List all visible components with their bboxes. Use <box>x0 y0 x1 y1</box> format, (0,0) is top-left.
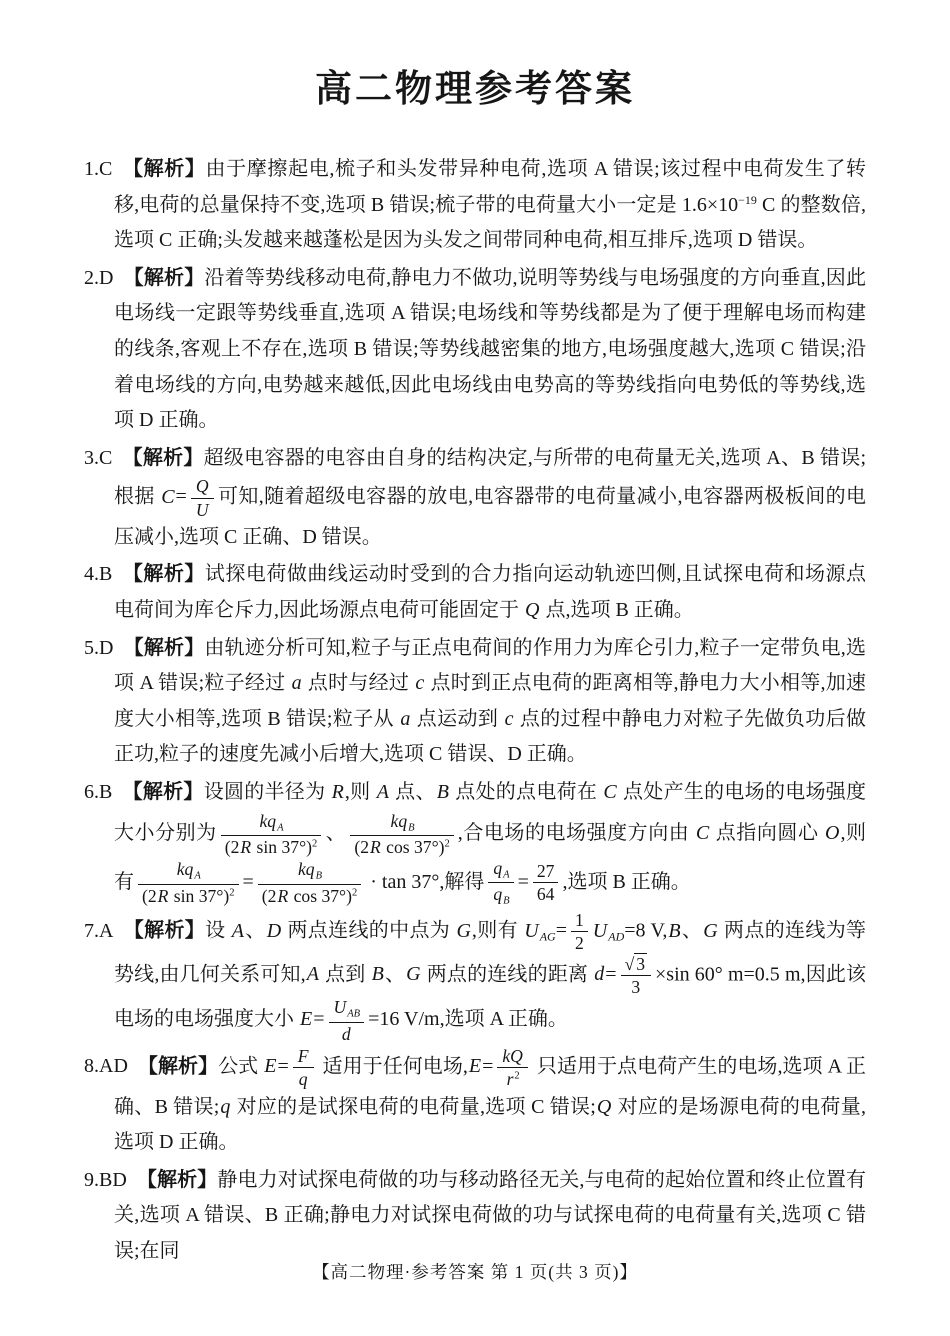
text-run: = <box>517 870 529 893</box>
answer-head: 7.A <box>84 919 114 942</box>
math-var: B <box>436 780 449 803</box>
analysis-label: 【解析】 <box>123 266 205 289</box>
text-run: 1 <box>575 910 584 931</box>
text-run: 3 <box>636 953 646 974</box>
text-run: 64 <box>536 884 555 905</box>
analysis-label: 【解析】 <box>123 636 205 659</box>
answer-item-3 <box>84 441 866 556</box>
text-run: 3 <box>631 976 641 997</box>
answer-item-8 <box>84 1046 866 1161</box>
text-run: sin 37°) <box>169 886 230 907</box>
math-var: q <box>493 857 503 878</box>
math-var: kq <box>259 810 277 831</box>
math-var: R <box>157 886 169 907</box>
fraction-numerator <box>621 954 651 975</box>
answer-head: 2.D <box>84 266 114 289</box>
math-var: R <box>331 780 344 803</box>
fraction <box>329 997 365 1044</box>
text-run: 可知,随着超级电容器的放电,电容器带的电荷量减小,电容器两极板间的电压减小,选项 C 正确、D 错误。 <box>114 485 867 548</box>
math-var: F <box>297 1046 309 1067</box>
subscript: B <box>503 896 510 908</box>
math-var: R <box>277 886 289 907</box>
text-run: 两点的连线为等势线,由几何关系可知, <box>114 919 867 985</box>
radicand <box>634 953 647 974</box>
math-var: Q <box>525 598 540 621</box>
subscript: B <box>408 822 415 834</box>
answer-head: 4.B <box>84 563 113 586</box>
text-run: = <box>482 1055 494 1078</box>
superscript: −19 <box>738 192 757 207</box>
fraction-numerator <box>350 811 453 836</box>
math-var: A <box>306 962 319 985</box>
fraction <box>258 859 361 906</box>
fraction-denominator <box>621 975 651 997</box>
math-var: D <box>266 919 282 942</box>
text-run: 、 <box>384 962 406 985</box>
text-run: 、 <box>325 821 347 844</box>
math-var: d <box>341 1023 351 1044</box>
subscript: A <box>503 869 510 881</box>
math-var: R <box>370 837 381 858</box>
fraction-numerator <box>329 997 365 1022</box>
text-run: (2 <box>354 837 369 858</box>
text-run: 两点连线的中点为 <box>282 919 456 942</box>
text-run: 由于摩擦起电,梳子和头发带异种电荷,选项 A 错误;该过程中电荷发生了转移,电荷的总量保持不变,选项 B 错误;梳子带的电荷量大小一定是 1.6×10 <box>114 158 867 216</box>
text-run: = <box>555 919 567 942</box>
text-run: 、 <box>681 919 703 942</box>
text-run: 点、 <box>389 780 436 803</box>
square-root <box>625 954 647 974</box>
math-var: r <box>506 1069 514 1090</box>
fraction-numerator <box>571 910 588 931</box>
math-var: q <box>493 884 503 905</box>
text-run: =16 V/m,选项 A 正确。 <box>368 1008 568 1031</box>
fraction-denominator <box>571 931 588 953</box>
answer-head: 1.C <box>84 158 113 180</box>
text-run: ,选项 B 正确。 <box>562 870 691 893</box>
math-var: U <box>524 919 539 942</box>
text-run: 、 <box>245 919 266 942</box>
superscript: 2 <box>514 1071 520 1083</box>
text-run: ,则 <box>344 780 376 803</box>
math-var: kq <box>176 859 194 880</box>
math-var: A <box>376 780 389 803</box>
math-var: G <box>406 962 421 985</box>
math-var: d <box>594 962 605 985</box>
math-var: B <box>668 919 681 942</box>
math-var: R <box>240 837 252 858</box>
subscript: B <box>315 871 323 883</box>
math-var: C <box>603 780 617 803</box>
fraction-denominator <box>497 1067 528 1089</box>
text-run: 对应的是场源电荷的电荷量,选项 D 正确。 <box>114 1095 866 1154</box>
text-run: 设圆的半径为 <box>203 780 331 803</box>
math-var: Q <box>596 1095 612 1118</box>
fraction <box>497 1046 528 1089</box>
fraction <box>293 1046 314 1089</box>
math-var: O <box>825 821 840 844</box>
fraction-numerator <box>293 1046 314 1067</box>
fraction-denominator <box>350 835 453 857</box>
fraction <box>221 811 322 858</box>
analysis-label: 【解析】 <box>122 780 204 803</box>
math-var: U <box>592 919 608 942</box>
text-run: 点运动到 <box>411 707 504 730</box>
math-var: a <box>400 707 411 730</box>
text-run: 只适用于点电荷产生的电场,选项 A 正确、B 错误; <box>114 1055 867 1118</box>
answer-head: 5.D <box>84 636 114 659</box>
analysis-label: 【解析】 <box>122 446 204 469</box>
answer-head: 9.BD <box>84 1168 127 1191</box>
text-run: 点处产生的电场的电场强度大小分别为 <box>114 780 867 844</box>
text-run: 点到 <box>319 962 371 985</box>
text-run: 静电力对试探电荷做的功与移动路径无关,与电荷的起始位置和终止位置有关,选项 A 错误、B 正确;静电力对试探电荷做的功与试探电荷的电荷量有关,选项 C 错误;在同 <box>114 1168 867 1262</box>
math-var: C <box>695 821 710 844</box>
fraction <box>488 858 513 909</box>
text-run: 对应的是试探电荷的电荷量,选项 C 错误; <box>231 1095 596 1118</box>
text-run: · tan 37°,解得 <box>365 870 485 893</box>
text-run: ,则有 <box>114 821 867 893</box>
text-run: 公式 <box>218 1055 264 1078</box>
fraction-denominator <box>293 1067 314 1089</box>
text-run: C 的整数倍,选项 C 正确;头发越来越蓬松是因为头发之间带同种电荷,相互排斥,选项 D 错误。 <box>114 193 866 252</box>
text-run: ,则有 <box>471 919 524 942</box>
fraction-numerator <box>258 859 361 884</box>
superscript: 2 <box>351 887 358 899</box>
answer-head: 6.B <box>84 780 113 803</box>
answer-item-6 <box>84 775 866 908</box>
text-run: 点的过程中静电力对粒子先做负功后做正功,粒子的速度先减小后增大,选项 C 错误、D 正确。 <box>114 707 866 766</box>
analysis-label: 【解析】 <box>123 919 206 942</box>
text-run: 点,选项 B 正确。 <box>540 598 694 621</box>
page-footer: 【高二物理·参考答案 第 1 页(共 3 页)】 <box>312 1262 638 1282</box>
fraction-denominator <box>329 1022 365 1044</box>
fraction-numerator <box>533 861 559 882</box>
math-var: a <box>291 672 302 695</box>
fraction <box>350 811 453 858</box>
page-title: 高二物理参考答案 <box>315 68 635 109</box>
fraction-denominator <box>258 884 361 906</box>
text-run: 点时到正点电荷的距离相等,静电力大小相等,加速度大小相等,选项 B 错误;粒子从 <box>114 672 867 730</box>
text-run: 超级电容器的电容由自身的结构决定,与所带的电荷量无关,选项 A、B 错误;根据 <box>114 446 867 508</box>
answer-item-7 <box>84 910 866 1044</box>
text-run: sin 37°) <box>252 837 312 858</box>
fraction-denominator <box>191 498 214 520</box>
subscript: A <box>277 822 284 834</box>
text-run: 试探电荷做曲线运动时受到的合力指向运动轨迹凹侧,且试探电荷和场源点电荷间为库仑斥力,因此场源点电荷可能固定于 <box>114 563 867 621</box>
text-run: ×sin 60° m=0.5 m,因此该电场的电场强度大小 <box>114 962 867 1031</box>
math-var: C <box>161 485 175 508</box>
fraction <box>621 954 651 997</box>
answer-item-2 <box>84 261 866 439</box>
text-run: 由轨迹分析可知,粒子与正点电荷间的作用力为库仑引力,粒子一定带负电,选项 A 错误;粒子经过 <box>114 636 867 695</box>
text-run: ,合电场的电场强度方向由 <box>457 821 695 844</box>
fraction-numerator <box>138 859 239 884</box>
math-var: G <box>703 919 718 942</box>
text-run: 沿着等势线移动电荷,静电力不做功,说明等势线与电场强度的方向垂直,因此电场线一定跟等势线垂直,选项 A 错误;电场线和等势线都是为了便于理解电场而构建的线条,客观上不存在,选项 B 错误;等势线越密集的地方,电场强度越大,选项 C 错误;沿着电场线的方向,电势越来越低,因此电场线由电势高的等势线指向电势低的等势线,选项 D 正确。 <box>114 266 867 432</box>
text-run: cos 37°) <box>289 886 352 907</box>
analysis-label: 【解析】 <box>122 563 205 586</box>
math-var: kQ <box>502 1046 523 1067</box>
answer-item-4 <box>84 557 866 628</box>
subscript: AG <box>539 929 556 944</box>
math-var: kq <box>390 810 408 831</box>
analysis-label: 【解析】 <box>136 1168 218 1191</box>
fraction <box>138 859 239 906</box>
answer-head: 8.AD <box>84 1055 128 1078</box>
text-run: = <box>313 1008 325 1031</box>
fraction <box>533 861 559 904</box>
text-run: (2 <box>261 886 277 907</box>
fraction-numerator <box>497 1046 528 1067</box>
radical-sign: √ <box>624 953 635 974</box>
math-var: q <box>220 1095 231 1118</box>
math-var: B <box>371 962 384 985</box>
answer-item-1 <box>84 152 866 259</box>
math-var: q <box>298 1069 308 1090</box>
text-run: 设 <box>205 919 231 942</box>
text-run: = <box>242 870 254 893</box>
math-var: E <box>468 1055 482 1078</box>
superscript: 2 <box>444 839 450 851</box>
text-run: = <box>277 1055 289 1078</box>
fraction-numerator <box>221 811 322 836</box>
fraction-denominator <box>488 882 513 908</box>
answer-head: 3.C <box>84 446 113 469</box>
math-var: E <box>300 1008 313 1031</box>
answer-item-5 <box>84 631 866 773</box>
fraction-numerator <box>488 858 513 883</box>
fraction-denominator <box>138 884 239 906</box>
text-run: 27 <box>536 861 555 882</box>
text-run: 点时与经过 <box>302 672 415 695</box>
superscript: 2 <box>311 839 318 851</box>
text-run: 点指向圆心 <box>710 821 825 844</box>
math-var: G <box>456 919 471 942</box>
subscript: AB <box>347 1008 361 1020</box>
subscript: AD <box>608 929 625 944</box>
fraction-denominator <box>533 882 559 904</box>
math-var: E <box>264 1055 277 1078</box>
text-run: 适用于任何电场, <box>317 1055 468 1078</box>
fraction-numerator <box>191 476 214 497</box>
analysis-label: 【解析】 <box>122 158 206 180</box>
fraction-denominator <box>221 835 322 857</box>
answer-item-9 <box>84 1163 866 1270</box>
math-var: U <box>333 997 347 1018</box>
text-run: = <box>175 485 187 508</box>
superscript: 2 <box>229 887 235 899</box>
text-run: 点处的点电荷在 <box>449 780 603 803</box>
fraction <box>191 476 214 519</box>
text-run: = <box>605 962 617 985</box>
subscript: A <box>194 871 201 883</box>
answer-list <box>84 152 866 1270</box>
text-run: =8 V, <box>624 919 668 942</box>
math-var: kq <box>297 859 315 880</box>
math-var: Q <box>195 476 209 497</box>
text-run: cos 37°) <box>381 837 445 858</box>
analysis-label: 【解析】 <box>137 1055 219 1078</box>
math-var: A <box>231 919 245 942</box>
math-var: c <box>415 672 425 695</box>
text-run: 2 <box>575 933 584 954</box>
text-run: 两点的连线的距离 <box>421 962 594 985</box>
text-run: (2 <box>142 886 157 907</box>
fraction <box>571 910 588 953</box>
math-var: c <box>504 707 514 730</box>
math-var: U <box>195 499 209 520</box>
text-run: (2 <box>224 837 240 858</box>
